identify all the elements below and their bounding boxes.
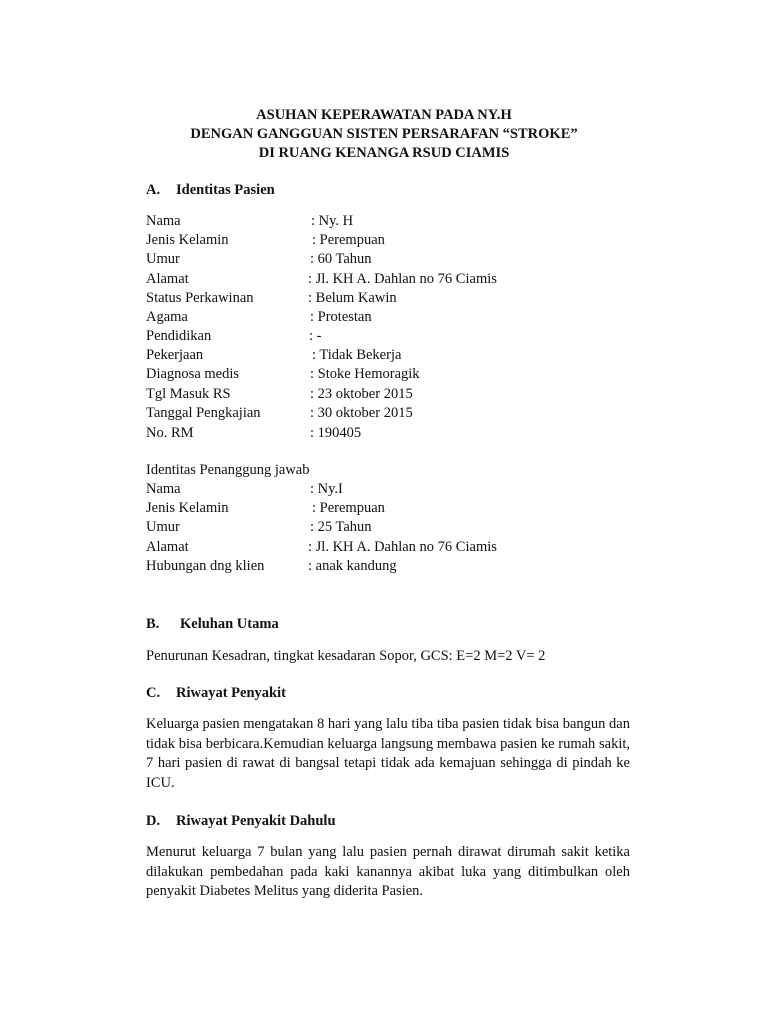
field-value: : - (309, 328, 322, 344)
guardian-heading: Identitas Penanggung jawab (146, 462, 310, 478)
field-label: No. RM (146, 425, 194, 441)
field-value: : Belum Kawin (308, 290, 397, 306)
guardian-field-row (146, 480, 626, 499)
field-label: Umur (146, 251, 180, 267)
section-d-title: Riwayat Penyakit Dahulu (176, 813, 336, 829)
field-value: : Perempuan (312, 500, 385, 516)
title-line-1: ASUHAN KEPERAWATAN PADA NY.H (256, 107, 512, 123)
field-label: Agama (146, 309, 188, 325)
field-label: Jenis Kelamin (146, 500, 229, 516)
section-a-heading (146, 181, 275, 200)
section-c-letter: C. (146, 685, 161, 701)
field-value: : anak kandung (308, 558, 397, 574)
section-b-title: Keluhan Utama (180, 616, 279, 632)
field-value: : 23 oktober 2015 (310, 386, 413, 402)
section-d-heading (146, 812, 336, 831)
patient-field-row (146, 327, 626, 346)
field-label: Diagnosa medis (146, 366, 240, 382)
field-label: Umur (146, 519, 180, 535)
section-b-text: Penurunan Kesadran, tingkat kesadaran Sopor, GCS: E=2 M=2 V= 2 (146, 648, 546, 664)
field-value: : Ny. H (311, 213, 354, 229)
patient-field-row (146, 346, 626, 365)
section-c-paragraph: Keluarga pasien mengatakan 8 hari yang lalu tiba tiba pasien tidak bisa bangun dan tidak bisa berbicara.Kemudian keluarga langsung membawa pasien ke rumah sakit, 7 hari pasien di rawat di bangsal tetapi tidak ada kemajuan sehingga di pindah ke ICU. (146, 716, 630, 791)
section-b-letter: B. (146, 616, 160, 632)
section-c-title: Riwayat Penyakit (176, 685, 286, 701)
field-value: : Jl. KH A. Dahlan no 76 Ciamis (308, 539, 497, 555)
field-label: Status Perkawinan (146, 290, 254, 306)
field-label: Hubungan dng klien (146, 558, 265, 574)
field-value: : Tidak Bekerja (312, 347, 402, 363)
patient-field-row (146, 270, 626, 289)
section-d-paragraph: Menurut keluarga 7 bulan yang lalu pasien pernah dirawat dirumah sakit ketika dilakukan pembedahan pada kaki kanannya akibat luka yang ditimbulkan oleh penyakit Diabetes Melitus yang diderita Pasien. (146, 844, 630, 900)
field-value: : Stoke Hemoragik (310, 366, 420, 382)
patient-field-row (146, 424, 626, 443)
field-label: Nama (146, 481, 181, 497)
patient-field-row (146, 404, 626, 423)
field-label: Alamat (146, 271, 189, 287)
section-c-heading (146, 684, 286, 703)
field-value: : 25 Tahun (310, 519, 372, 535)
patient-field-row (146, 308, 626, 327)
patient-field-row (146, 231, 626, 250)
section-d-letter: D. (146, 813, 161, 829)
field-value: : Perempuan (312, 232, 385, 248)
field-value: : Ny.I (310, 481, 343, 497)
patient-field-row (146, 385, 626, 404)
field-value: : Jl. KH A. Dahlan no 76 Ciamis (308, 271, 497, 287)
patient-field-row (146, 289, 626, 308)
guardian-field-row (146, 557, 626, 576)
guardian-field-row (146, 499, 626, 518)
field-label: Pendidikan (146, 328, 212, 344)
field-value: : Protestan (310, 309, 372, 325)
guardian-field-row (146, 518, 626, 537)
field-label: Alamat (146, 539, 189, 555)
field-label: Tgl Masuk RS (146, 386, 231, 402)
field-value: : 30 oktober 2015 (310, 405, 413, 421)
field-label: Jenis Kelamin (146, 232, 229, 248)
field-label: Tanggal Pengkajian (146, 405, 261, 421)
section-a-letter: A. (146, 182, 161, 198)
field-label: Nama (146, 213, 181, 229)
patient-field-row (146, 212, 626, 231)
title-line-2: DENGAN GANGGUAN SISTEN PERSARAFAN “STROKE” (190, 126, 578, 142)
section-a-title: Identitas Pasien (176, 182, 275, 198)
patient-field-row (146, 250, 626, 269)
field-value: : 60 Tahun (310, 251, 372, 267)
title-line-3: DI RUANG KENANGA RSUD CIAMIS (258, 145, 510, 161)
field-value: : 190405 (310, 425, 362, 441)
patient-field-row (146, 365, 626, 384)
guardian-field-row (146, 538, 626, 557)
field-label: Pekerjaan (146, 347, 204, 363)
section-b-heading (146, 615, 279, 634)
